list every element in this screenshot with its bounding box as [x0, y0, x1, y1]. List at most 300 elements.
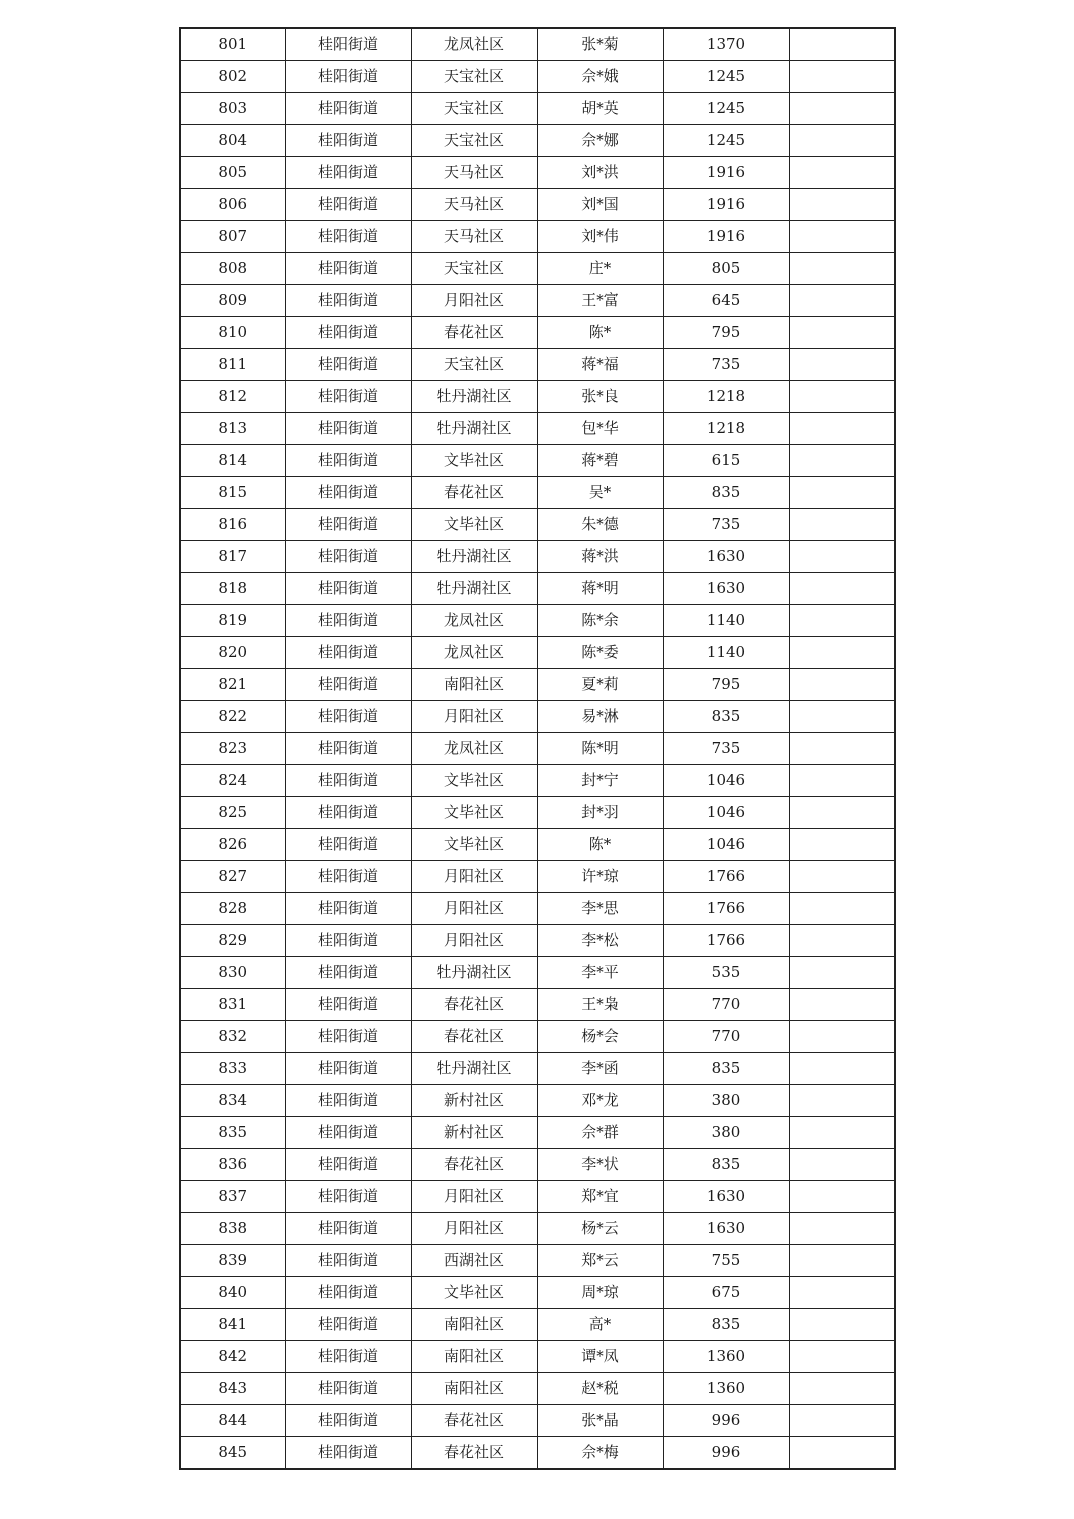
cell-amount: 1218 [663, 413, 789, 445]
cell-amount: 1766 [663, 861, 789, 893]
cell-amount: 735 [663, 349, 789, 381]
cell-name: 刘*国 [537, 189, 663, 221]
cell-amount: 1140 [663, 605, 789, 637]
table-row [180, 893, 895, 925]
cell-community: 南阳社区 [411, 1341, 537, 1373]
cell-name: 夏*莉 [537, 669, 663, 701]
cell-name: 佘*梅 [537, 1437, 663, 1470]
cell-note [789, 1085, 895, 1117]
cell-name: 胡*英 [537, 93, 663, 125]
cell-street: 桂阳街道 [285, 1437, 411, 1470]
cell-community: 天马社区 [411, 221, 537, 253]
cell-community: 春花社区 [411, 1437, 537, 1470]
cell-note [789, 381, 895, 413]
cell-note [789, 61, 895, 93]
cell-street: 桂阳街道 [285, 381, 411, 413]
cell-serial-number: 816 [180, 509, 285, 541]
cell-note [789, 157, 895, 189]
cell-community: 月阳社区 [411, 861, 537, 893]
cell-name: 蒋*明 [537, 573, 663, 605]
cell-name: 朱*德 [537, 509, 663, 541]
cell-name: 刘*伟 [537, 221, 663, 253]
cell-amount: 1046 [663, 797, 789, 829]
cell-amount: 835 [663, 1149, 789, 1181]
cell-street: 桂阳街道 [285, 349, 411, 381]
cell-street: 桂阳街道 [285, 285, 411, 317]
cell-community: 月阳社区 [411, 893, 537, 925]
table-row [180, 1149, 895, 1181]
table-row [180, 509, 895, 541]
cell-note [789, 1149, 895, 1181]
table-row [180, 605, 895, 637]
cell-community: 牡丹湖社区 [411, 1053, 537, 1085]
cell-amount: 996 [663, 1405, 789, 1437]
cell-name: 易*淋 [537, 701, 663, 733]
cell-community: 龙凤社区 [411, 733, 537, 765]
cell-name: 陈*委 [537, 637, 663, 669]
cell-amount: 380 [663, 1117, 789, 1149]
cell-community: 文毕社区 [411, 509, 537, 541]
cell-community: 文毕社区 [411, 829, 537, 861]
table-row [180, 925, 895, 957]
cell-note [789, 1181, 895, 1213]
cell-serial-number: 815 [180, 477, 285, 509]
table-row [180, 829, 895, 861]
cell-name: 包*华 [537, 413, 663, 445]
cell-amount: 996 [663, 1437, 789, 1470]
cell-street: 桂阳街道 [285, 1149, 411, 1181]
cell-name: 佘*娥 [537, 61, 663, 93]
cell-note [789, 925, 895, 957]
table-row [180, 797, 895, 829]
cell-community: 天宝社区 [411, 93, 537, 125]
cell-serial-number: 807 [180, 221, 285, 253]
cell-street: 桂阳街道 [285, 733, 411, 765]
cell-amount: 1916 [663, 221, 789, 253]
cell-street: 桂阳街道 [285, 1021, 411, 1053]
cell-serial-number: 823 [180, 733, 285, 765]
cell-serial-number: 835 [180, 1117, 285, 1149]
cell-community: 天宝社区 [411, 125, 537, 157]
cell-street: 桂阳街道 [285, 1373, 411, 1405]
cell-note [789, 1213, 895, 1245]
cell-note [789, 1053, 895, 1085]
cell-community: 春花社区 [411, 1405, 537, 1437]
cell-name: 陈* [537, 317, 663, 349]
cell-street: 桂阳街道 [285, 1245, 411, 1277]
cell-amount: 1630 [663, 1181, 789, 1213]
cell-note [789, 701, 895, 733]
cell-street: 桂阳街道 [285, 1181, 411, 1213]
table-row [180, 1021, 895, 1053]
cell-serial-number: 826 [180, 829, 285, 861]
cell-serial-number: 842 [180, 1341, 285, 1373]
cell-serial-number: 834 [180, 1085, 285, 1117]
table-row [180, 221, 895, 253]
cell-street: 桂阳街道 [285, 1213, 411, 1245]
cell-amount: 805 [663, 253, 789, 285]
table-row [180, 381, 895, 413]
table-row [180, 317, 895, 349]
cell-name: 王*富 [537, 285, 663, 317]
cell-note [789, 637, 895, 669]
cell-serial-number: 830 [180, 957, 285, 989]
table-row [180, 189, 895, 221]
table-row [180, 445, 895, 477]
cell-amount: 1360 [663, 1341, 789, 1373]
table-row [180, 1213, 895, 1245]
cell-note [789, 797, 895, 829]
cell-amount: 645 [663, 285, 789, 317]
cell-note [789, 829, 895, 861]
cell-community: 春花社区 [411, 477, 537, 509]
cell-serial-number: 802 [180, 61, 285, 93]
cell-community: 牡丹湖社区 [411, 573, 537, 605]
cell-serial-number: 825 [180, 797, 285, 829]
cell-name: 张*晶 [537, 1405, 663, 1437]
cell-serial-number: 841 [180, 1309, 285, 1341]
cell-name: 杨*云 [537, 1213, 663, 1245]
cell-note [789, 221, 895, 253]
cell-serial-number: 838 [180, 1213, 285, 1245]
table-row [180, 1181, 895, 1213]
cell-note [789, 413, 895, 445]
cell-note [789, 1373, 895, 1405]
cell-community: 天马社区 [411, 157, 537, 189]
table-row [180, 957, 895, 989]
cell-amount: 770 [663, 989, 789, 1021]
cell-amount: 1766 [663, 893, 789, 925]
cell-street: 桂阳街道 [285, 637, 411, 669]
cell-note [789, 605, 895, 637]
cell-note [789, 1437, 895, 1470]
cell-serial-number: 820 [180, 637, 285, 669]
table-row [180, 989, 895, 1021]
cell-serial-number: 844 [180, 1405, 285, 1437]
cell-community: 牡丹湖社区 [411, 413, 537, 445]
cell-community: 西湖社区 [411, 1245, 537, 1277]
cell-community: 龙凤社区 [411, 605, 537, 637]
cell-serial-number: 828 [180, 893, 285, 925]
cell-name: 李*函 [537, 1053, 663, 1085]
cell-community: 南阳社区 [411, 669, 537, 701]
cell-name: 李*思 [537, 893, 663, 925]
cell-amount: 1630 [663, 1213, 789, 1245]
cell-amount: 735 [663, 509, 789, 541]
table-row [180, 861, 895, 893]
cell-community: 牡丹湖社区 [411, 381, 537, 413]
cell-community: 春花社区 [411, 317, 537, 349]
table-row [180, 1053, 895, 1085]
cell-amount: 1370 [663, 28, 789, 61]
cell-note [789, 253, 895, 285]
cell-name: 谭*凤 [537, 1341, 663, 1373]
cell-note [789, 573, 895, 605]
cell-name: 杨*会 [537, 1021, 663, 1053]
cell-note [789, 285, 895, 317]
cell-name: 邓*龙 [537, 1085, 663, 1117]
table-row [180, 1437, 895, 1470]
cell-amount: 1245 [663, 61, 789, 93]
cell-note [789, 1277, 895, 1309]
cell-street: 桂阳街道 [285, 413, 411, 445]
cell-street: 桂阳街道 [285, 477, 411, 509]
table-row [180, 349, 895, 381]
records-table-body [180, 28, 895, 1469]
cell-community: 龙凤社区 [411, 28, 537, 61]
table-row [180, 1117, 895, 1149]
cell-community: 天宝社区 [411, 253, 537, 285]
table-row [180, 285, 895, 317]
cell-note [789, 1245, 895, 1277]
table-row [180, 1277, 895, 1309]
cell-amount: 1916 [663, 157, 789, 189]
cell-name: 李*松 [537, 925, 663, 957]
cell-amount: 835 [663, 701, 789, 733]
cell-serial-number: 803 [180, 93, 285, 125]
cell-serial-number: 819 [180, 605, 285, 637]
table-row [180, 413, 895, 445]
cell-note [789, 317, 895, 349]
cell-community: 月阳社区 [411, 1213, 537, 1245]
cell-note [789, 765, 895, 797]
cell-street: 桂阳街道 [285, 1117, 411, 1149]
cell-serial-number: 812 [180, 381, 285, 413]
cell-street: 桂阳街道 [285, 669, 411, 701]
cell-name: 佘*娜 [537, 125, 663, 157]
cell-street: 桂阳街道 [285, 541, 411, 573]
cell-serial-number: 809 [180, 285, 285, 317]
cell-serial-number: 845 [180, 1437, 285, 1470]
cell-street: 桂阳街道 [285, 317, 411, 349]
cell-serial-number: 811 [180, 349, 285, 381]
cell-note [789, 93, 895, 125]
table-row [180, 28, 895, 61]
cell-serial-number: 832 [180, 1021, 285, 1053]
cell-name: 高* [537, 1309, 663, 1341]
cell-street: 桂阳街道 [285, 61, 411, 93]
cell-street: 桂阳街道 [285, 797, 411, 829]
cell-community: 文毕社区 [411, 1277, 537, 1309]
cell-community: 牡丹湖社区 [411, 541, 537, 573]
cell-street: 桂阳街道 [285, 989, 411, 1021]
cell-serial-number: 805 [180, 157, 285, 189]
cell-community: 月阳社区 [411, 925, 537, 957]
cell-serial-number: 806 [180, 189, 285, 221]
cell-name: 蒋*洪 [537, 541, 663, 573]
cell-note [789, 477, 895, 509]
cell-serial-number: 804 [180, 125, 285, 157]
cell-community: 南阳社区 [411, 1309, 537, 1341]
cell-serial-number: 836 [180, 1149, 285, 1181]
cell-community: 龙凤社区 [411, 637, 537, 669]
cell-serial-number: 824 [180, 765, 285, 797]
cell-street: 桂阳街道 [285, 957, 411, 989]
cell-serial-number: 837 [180, 1181, 285, 1213]
cell-community: 新村社区 [411, 1117, 537, 1149]
cell-amount: 675 [663, 1277, 789, 1309]
cell-amount: 1630 [663, 541, 789, 573]
cell-serial-number: 813 [180, 413, 285, 445]
cell-community: 文毕社区 [411, 445, 537, 477]
cell-name: 庄* [537, 253, 663, 285]
cell-amount: 735 [663, 733, 789, 765]
cell-amount: 1046 [663, 765, 789, 797]
cell-community: 天马社区 [411, 189, 537, 221]
cell-amount: 380 [663, 1085, 789, 1117]
table-row [180, 701, 895, 733]
cell-street: 桂阳街道 [285, 28, 411, 61]
cell-note [789, 349, 895, 381]
cell-serial-number: 831 [180, 989, 285, 1021]
table-row [180, 1373, 895, 1405]
cell-street: 桂阳街道 [285, 93, 411, 125]
cell-street: 桂阳街道 [285, 1085, 411, 1117]
cell-street: 桂阳街道 [285, 253, 411, 285]
cell-street: 桂阳街道 [285, 157, 411, 189]
cell-community: 文毕社区 [411, 797, 537, 829]
cell-note [789, 893, 895, 925]
cell-serial-number: 808 [180, 253, 285, 285]
cell-community: 天宝社区 [411, 349, 537, 381]
cell-note [789, 1021, 895, 1053]
cell-street: 桂阳街道 [285, 445, 411, 477]
cell-note [789, 669, 895, 701]
cell-serial-number: 822 [180, 701, 285, 733]
table-row [180, 253, 895, 285]
cell-amount: 535 [663, 957, 789, 989]
cell-street: 桂阳街道 [285, 189, 411, 221]
cell-street: 桂阳街道 [285, 1341, 411, 1373]
cell-serial-number: 833 [180, 1053, 285, 1085]
table-row [180, 93, 895, 125]
cell-name: 郑*宜 [537, 1181, 663, 1213]
table-row [180, 541, 895, 573]
cell-note [789, 541, 895, 573]
table-row [180, 765, 895, 797]
cell-street: 桂阳街道 [285, 509, 411, 541]
cell-name: 蒋*福 [537, 349, 663, 381]
cell-name: 李*平 [537, 957, 663, 989]
cell-serial-number: 817 [180, 541, 285, 573]
table-row [180, 1085, 895, 1117]
cell-note [789, 1405, 895, 1437]
cell-street: 桂阳街道 [285, 1405, 411, 1437]
cell-note [789, 1117, 895, 1149]
cell-name: 赵*税 [537, 1373, 663, 1405]
cell-note [789, 1309, 895, 1341]
cell-name: 张*菊 [537, 28, 663, 61]
cell-note [789, 861, 895, 893]
table-row [180, 1341, 895, 1373]
cell-note [789, 1341, 895, 1373]
cell-serial-number: 829 [180, 925, 285, 957]
cell-amount: 1245 [663, 93, 789, 125]
cell-note [789, 189, 895, 221]
cell-serial-number: 843 [180, 1373, 285, 1405]
cell-community: 月阳社区 [411, 1181, 537, 1213]
table-row [180, 1405, 895, 1437]
cell-serial-number: 818 [180, 573, 285, 605]
cell-street: 桂阳街道 [285, 221, 411, 253]
cell-note [789, 509, 895, 541]
cell-community: 天宝社区 [411, 61, 537, 93]
cell-community: 月阳社区 [411, 701, 537, 733]
cell-amount: 1245 [663, 125, 789, 157]
cell-name: 周*琼 [537, 1277, 663, 1309]
table-row [180, 637, 895, 669]
cell-name: 刘*洪 [537, 157, 663, 189]
cell-serial-number: 814 [180, 445, 285, 477]
cell-street: 桂阳街道 [285, 605, 411, 637]
cell-amount: 835 [663, 1309, 789, 1341]
cell-community: 月阳社区 [411, 285, 537, 317]
cell-serial-number: 840 [180, 1277, 285, 1309]
cell-community: 春花社区 [411, 1021, 537, 1053]
cell-street: 桂阳街道 [285, 701, 411, 733]
table-row [180, 669, 895, 701]
cell-serial-number: 801 [180, 28, 285, 61]
cell-street: 桂阳街道 [285, 829, 411, 861]
cell-amount: 755 [663, 1245, 789, 1277]
cell-amount: 615 [663, 445, 789, 477]
cell-name: 李*状 [537, 1149, 663, 1181]
cell-street: 桂阳街道 [285, 125, 411, 157]
cell-amount: 1916 [663, 189, 789, 221]
cell-name: 陈*明 [537, 733, 663, 765]
cell-amount: 1360 [663, 1373, 789, 1405]
cell-note [789, 957, 895, 989]
cell-note [789, 125, 895, 157]
cell-name: 张*良 [537, 381, 663, 413]
cell-amount: 1630 [663, 573, 789, 605]
cell-street: 桂阳街道 [285, 893, 411, 925]
cell-note [789, 28, 895, 61]
table-row [180, 125, 895, 157]
cell-name: 佘*群 [537, 1117, 663, 1149]
cell-name: 许*琼 [537, 861, 663, 893]
cell-community: 南阳社区 [411, 1373, 537, 1405]
cell-name: 郑*云 [537, 1245, 663, 1277]
cell-amount: 770 [663, 1021, 789, 1053]
cell-community: 春花社区 [411, 1149, 537, 1181]
cell-amount: 1766 [663, 925, 789, 957]
cell-name: 封*羽 [537, 797, 663, 829]
cell-serial-number: 827 [180, 861, 285, 893]
table-row [180, 573, 895, 605]
cell-amount: 795 [663, 317, 789, 349]
cell-street: 桂阳街道 [285, 765, 411, 797]
cell-note [789, 733, 895, 765]
cell-name: 吴* [537, 477, 663, 509]
records-table [179, 27, 896, 1470]
cell-serial-number: 810 [180, 317, 285, 349]
cell-amount: 835 [663, 477, 789, 509]
cell-street: 桂阳街道 [285, 861, 411, 893]
cell-note [789, 989, 895, 1021]
table-row [180, 157, 895, 189]
cell-name: 陈*余 [537, 605, 663, 637]
cell-amount: 795 [663, 669, 789, 701]
cell-street: 桂阳街道 [285, 1309, 411, 1341]
cell-name: 封*宁 [537, 765, 663, 797]
table-row [180, 61, 895, 93]
cell-amount: 1046 [663, 829, 789, 861]
cell-street: 桂阳街道 [285, 1053, 411, 1085]
cell-name: 蒋*碧 [537, 445, 663, 477]
cell-amount: 1140 [663, 637, 789, 669]
cell-community: 春花社区 [411, 989, 537, 1021]
